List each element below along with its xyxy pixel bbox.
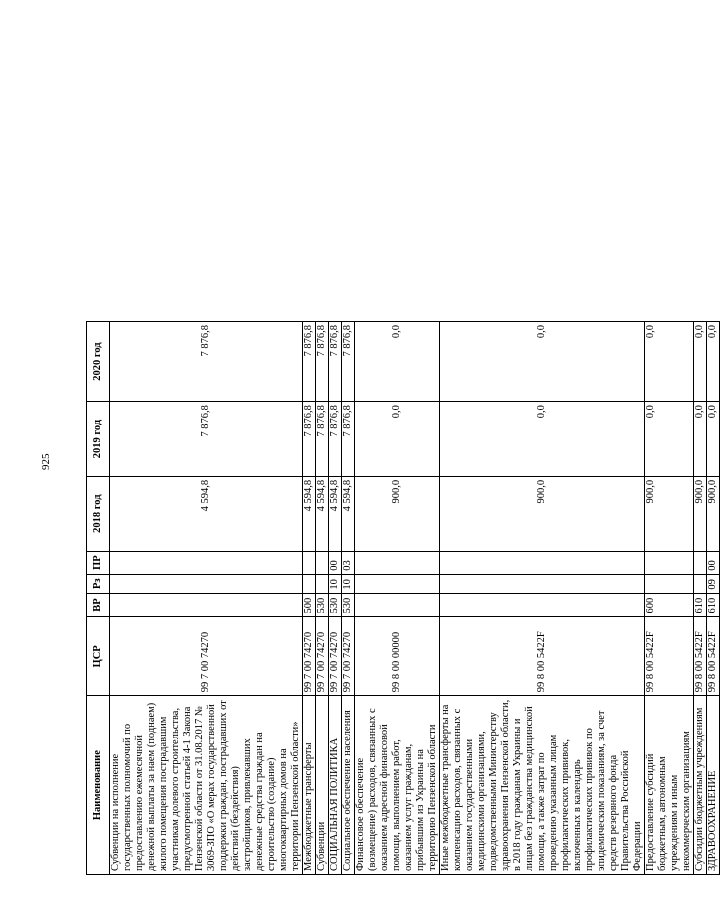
header-2018: 2018 год	[87, 476, 110, 551]
cell-vr	[110, 593, 303, 617]
cell-name: Финансовое обеспечение (возмещение) расходов, связанных с оказанием адресной финансовой помощи, выполнением работ, оказанием услуг гражданам, прибывшим из Украины на территорию Пензенской области	[355, 696, 440, 875]
cell-2019: 7 876,8	[329, 402, 342, 477]
cell-2020: 7 876,8	[303, 322, 316, 402]
rotated-page	[86, 321, 720, 875]
cell-2018: 900,0	[440, 476, 645, 551]
table-row	[645, 322, 694, 875]
cell-rz: 10	[329, 574, 342, 593]
cell-vr: 600	[645, 593, 694, 617]
cell-2019: 0,0	[355, 402, 440, 477]
cell-vr: 530	[316, 593, 329, 617]
cell-2018: 4 594,8	[110, 476, 303, 551]
table-row	[329, 322, 342, 875]
table-header	[87, 322, 110, 875]
cell-name: ЗДРАВООХРАНЕНИЕ	[707, 696, 720, 875]
page-number: 925	[40, 453, 52, 470]
cell-pr	[440, 551, 645, 574]
cell-vr: 610	[694, 593, 707, 617]
cell-pr	[355, 551, 440, 574]
cell-rz: 10	[342, 574, 355, 593]
cell-vr: 530	[329, 593, 342, 617]
cell-rz	[303, 574, 316, 593]
header-2020: 2020 год	[87, 322, 110, 402]
cell-2020: 0,0	[707, 322, 720, 402]
header-vr: ВР	[87, 593, 110, 617]
cell-2018: 4 594,8	[329, 476, 342, 551]
cell-name: Субвенции	[316, 696, 329, 875]
cell-pr	[316, 551, 329, 574]
cell-pr: 03	[342, 551, 355, 574]
cell-2020: 7 876,8	[329, 322, 342, 402]
cell-rz: 09	[707, 574, 720, 593]
budget-table	[86, 321, 720, 875]
cell-rz	[440, 574, 645, 593]
cell-pr: 00	[707, 551, 720, 574]
cell-2019: 7 876,8	[303, 402, 316, 477]
cell-vr: 610	[707, 593, 720, 617]
cell-csr: 99 7 00 74270	[303, 617, 316, 696]
cell-2020: 7 876,8	[316, 322, 329, 402]
cell-name: Субсидии бюджетным учреждениям	[694, 696, 707, 875]
cell-2018: 900,0	[707, 476, 720, 551]
cell-csr: 99 8 00 00000	[355, 617, 440, 696]
header-pr: ПР	[87, 551, 110, 574]
cell-2020: 0,0	[645, 322, 694, 402]
cell-csr: 99 7 00 74270	[110, 617, 303, 696]
cell-2020: 7 876,8	[342, 322, 355, 402]
header-name: Наименование	[87, 696, 110, 875]
cell-2020: 0,0	[440, 322, 645, 402]
cell-pr: 00	[329, 551, 342, 574]
table-row	[694, 322, 707, 875]
cell-rz	[110, 574, 303, 593]
cell-rz	[645, 574, 694, 593]
cell-vr: 500	[303, 593, 316, 617]
cell-vr	[355, 593, 440, 617]
table-row	[316, 322, 329, 875]
cell-2018: 900,0	[645, 476, 694, 551]
cell-2019: 7 876,8	[316, 402, 329, 477]
cell-pr	[694, 551, 707, 574]
header-rz: Рз	[87, 574, 110, 593]
cell-rz	[355, 574, 440, 593]
cell-2019: 0,0	[440, 402, 645, 477]
cell-rz	[694, 574, 707, 593]
cell-csr: 99 7 00 74270	[316, 617, 329, 696]
cell-2018: 4 594,8	[316, 476, 329, 551]
table-row	[342, 322, 355, 875]
cell-csr: 99 7 00 74270	[329, 617, 342, 696]
table-row	[440, 322, 645, 875]
cell-2018: 900,0	[694, 476, 707, 551]
cell-name: Социальное обеспечение населения	[342, 696, 355, 875]
cell-2019: 0,0	[645, 402, 694, 477]
cell-name: СОЦИАЛЬНАЯ ПОЛИТИКА	[329, 696, 342, 875]
cell-2019: 0,0	[694, 402, 707, 477]
cell-2018: 900,0	[355, 476, 440, 551]
cell-csr: 99 8 00 5422F	[707, 617, 720, 696]
cell-2018: 4 594,8	[342, 476, 355, 551]
cell-2018: 4 594,8	[303, 476, 316, 551]
cell-vr: 530	[342, 593, 355, 617]
cell-name: Иные межбюджетные трансферты на компенсацию расходов, связанных с оказанием государственными медицинскими организациями, подведомственными Министерству здравоохранения Пензенской области, в 2018 году гражданам Украины и лицам без гражданства медицинской помощи, а также затрат по проведению указанным лицам профилактических прививок, включенных в календарь профилактических прививок по эпидемическим показаниям, за счет средств резервного фонда Правительства Российской Федерации	[440, 696, 645, 875]
cell-2020: 0,0	[355, 322, 440, 402]
cell-csr: 99 8 00 5422F	[645, 617, 694, 696]
cell-2019: 7 876,8	[110, 402, 303, 477]
cell-name: Субвенции на исполнение государственных полномочий по предоставлению ежемесячной денежной выплаты за наем (поднаем) жилого помещения пострадавшим участникам долевого строительства, предусмотренной статьей 4-1 Закона Пензенской области от 31.08.2017 № 3069-ЗПО «О мерах государственной поддержки граждан, пострадавших от действий (бездействия) застройщиков, привлекавших денежные средства граждан на строительство (создание) многоквартирных домов на территории Пензенской области»	[110, 696, 303, 875]
cell-pr	[110, 551, 303, 574]
cell-pr	[303, 551, 316, 574]
cell-2020: 7 876,8	[110, 322, 303, 402]
cell-csr: 99 7 00 74270	[342, 617, 355, 696]
cell-csr: 99 8 00 5422F	[694, 617, 707, 696]
header-2019: 2019 год	[87, 402, 110, 477]
cell-name: Предоставление субсидий бюджетным, автономным учреждениям и иным некоммерческим организациям	[645, 696, 694, 875]
cell-name: Межбюджетные трансферты	[303, 696, 316, 875]
cell-2020: 0,0	[694, 322, 707, 402]
table-row	[707, 322, 720, 875]
table-row	[110, 322, 303, 875]
cell-rz	[316, 574, 329, 593]
header-csr: ЦСР	[87, 617, 110, 696]
cell-csr: 99 8 00 5422F	[440, 617, 645, 696]
cell-pr	[645, 551, 694, 574]
cell-vr	[440, 593, 645, 617]
table-row	[303, 322, 316, 875]
cell-2019: 0,0	[707, 402, 720, 477]
table-row	[355, 322, 440, 875]
cell-2019: 7 876,8	[342, 402, 355, 477]
